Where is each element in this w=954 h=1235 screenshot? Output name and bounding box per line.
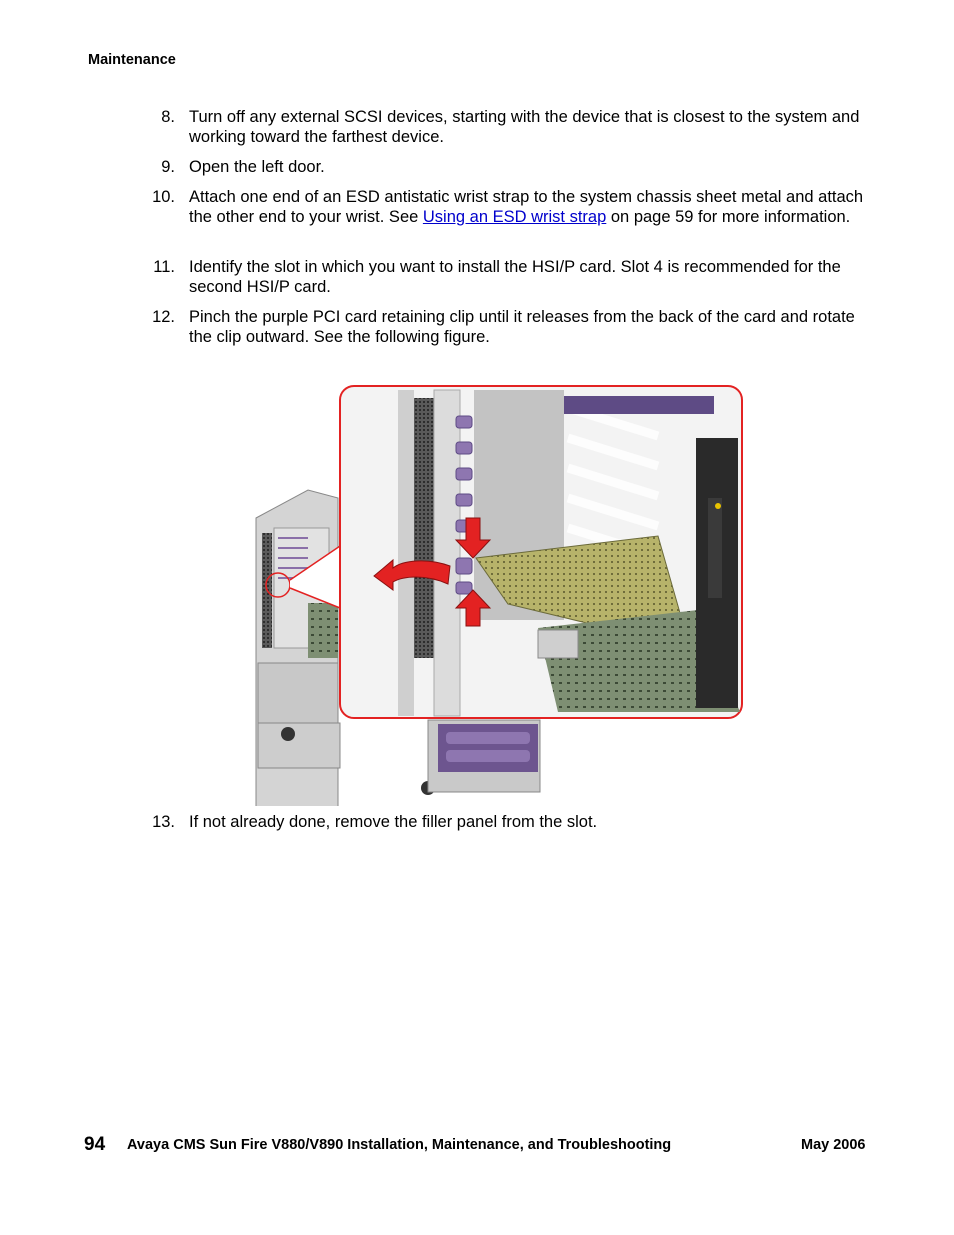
step-text: If not already done, remove the filler panel from the slot. bbox=[189, 813, 598, 831]
step-number: 12. bbox=[152, 308, 175, 326]
step-text-before-link: Attach one end of an ESD antistatic wrist strap to the system chassis sheet metal and attach the other end to your wrist. See bbox=[189, 188, 864, 226]
pci-retaining-clip-figure bbox=[238, 368, 764, 806]
step-number: 8. bbox=[161, 108, 175, 126]
step-text bbox=[189, 187, 879, 227]
step-number: 10. bbox=[152, 188, 175, 206]
step-number: 9. bbox=[161, 158, 175, 176]
step-text: Turn off any external SCSI devices, starting with the device that is closest to the system and working toward the farthest device. bbox=[189, 108, 860, 146]
step-number: 13. bbox=[152, 813, 175, 831]
esd-wrist-strap-link[interactable]: Using an ESD wrist strap bbox=[422, 208, 607, 226]
callout-detail bbox=[340, 386, 742, 718]
page-number: 94 bbox=[84, 1134, 106, 1155]
step-text: Pinch the purple PCI card retaining clip until it releases from the back of the card and rotate the clip outward. See the following figure. bbox=[189, 308, 855, 346]
publication-date: May 2006 bbox=[801, 1137, 866, 1153]
section-header: Maintenance bbox=[88, 52, 176, 68]
document-title: Avaya CMS Sun Fire V880/V890 Installation, Maintenance, and Troubleshooting bbox=[127, 1137, 672, 1153]
step-number: 11. bbox=[153, 258, 175, 276]
server-illustration bbox=[238, 368, 764, 806]
step-text: Identify the slot in which you want to install the HSI/P card. Slot 4 is recommended for the second HSI/P card. bbox=[189, 258, 841, 296]
step-text-after-link: on page 59 for more information. bbox=[606, 208, 851, 226]
step-text: Open the left door. bbox=[189, 158, 325, 176]
